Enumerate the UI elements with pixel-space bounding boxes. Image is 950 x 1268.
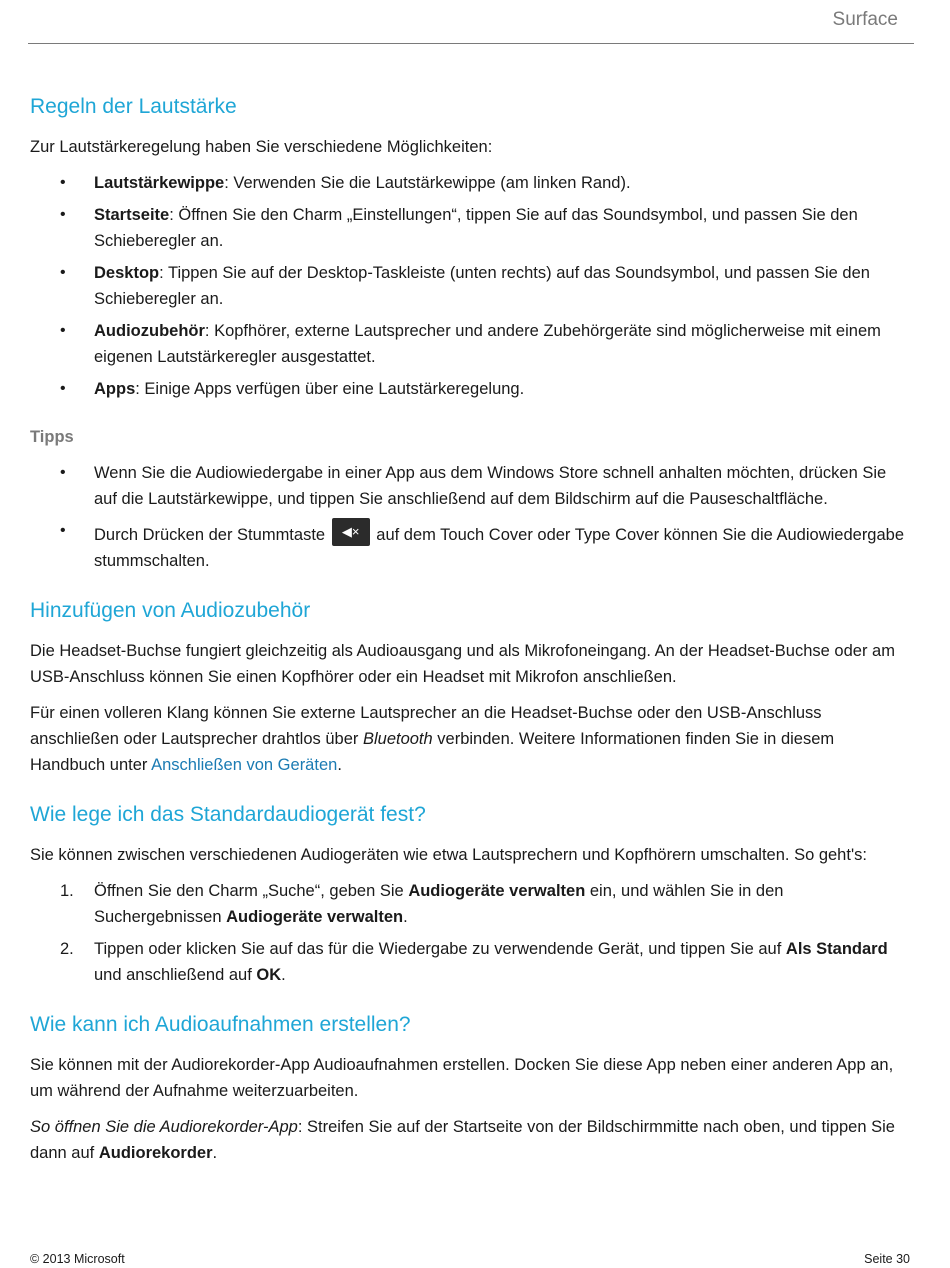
step-number: 2. bbox=[60, 940, 74, 958]
footer-copyright: © 2013 Microsoft bbox=[30, 1252, 125, 1266]
recording-paragraph-1: Sie können mit der Audiorekorder-App Audioaufnahmen erstellen. Docken Sie diese App neben einer anderen App an, um während der Aufnahme weiterzuarbeiten. bbox=[30, 1056, 894, 1100]
step-text: . bbox=[403, 908, 408, 926]
item-term: Desktop bbox=[94, 264, 160, 282]
list-item bbox=[30, 376, 910, 402]
step-text: ein, und wählen Sie in den Suchergebnissen bbox=[94, 882, 784, 926]
recorder-app-term: Audiorekorder bbox=[98, 1144, 213, 1162]
list-item bbox=[30, 518, 910, 574]
bullet-icon: • bbox=[60, 206, 66, 223]
bullet-icon: • bbox=[60, 464, 66, 481]
recording-howto-label: So öffnen Sie die Audiorekorder-App bbox=[30, 1118, 298, 1136]
accessories-paragraph-2 bbox=[30, 700, 910, 778]
section-title-default-device: Wie lege ich das Standardaudiogerät fest? bbox=[30, 803, 426, 826]
tips-label: Tipps bbox=[30, 428, 74, 446]
item-term: Lautstärkewippe bbox=[94, 174, 225, 192]
item-text: : Öffnen Sie den Charm „Einstellungen“, tippen Sie auf das Soundsymbol, und passen Sie den Schieberegler an. bbox=[94, 206, 858, 250]
item-term: Apps bbox=[94, 380, 136, 398]
default-device-steps bbox=[30, 878, 910, 988]
list-item bbox=[30, 260, 910, 312]
list-item bbox=[30, 318, 910, 370]
step-term: Audiogeräte verwalten bbox=[408, 882, 586, 900]
step-term: Als Standard bbox=[785, 940, 888, 958]
bullet-icon: • bbox=[60, 174, 66, 191]
list-item bbox=[30, 460, 910, 512]
p2-text-end: . bbox=[337, 756, 342, 774]
bullet-icon: • bbox=[60, 322, 66, 339]
recording-paragraph-2 bbox=[30, 1114, 910, 1166]
list-item bbox=[30, 878, 910, 930]
section-title-recording: Wie kann ich Audioaufnahmen erstellen? bbox=[30, 1013, 411, 1036]
tips-list bbox=[30, 460, 910, 574]
list-item bbox=[30, 202, 910, 254]
accessories-paragraph-1: Die Headset-Buchse fungiert gleichzeitig als Audioausgang und als Mikrofoneingang. An der Headset-Buchse oder am USB-Anschluss können Sie einen Kopfhörer oder ein Headset mit Mikrofon anschließen. bbox=[30, 642, 895, 686]
step-text: . bbox=[281, 966, 286, 984]
tip-text-after: auf dem Touch Cover oder Type Cover können Sie die Audiowiedergabe stummschalten. bbox=[94, 526, 905, 570]
bullet-icon: • bbox=[60, 522, 66, 539]
list-item bbox=[30, 936, 910, 988]
tip-text-before: Durch Drücken der Stummtaste bbox=[94, 526, 326, 544]
item-text: : Kopfhörer, externe Lautsprecher und andere Zubehörgeräte sind möglicherweise mit einem eigenen Lautstärkeregler ausgestattet. bbox=[94, 322, 881, 366]
header-rule bbox=[28, 43, 914, 44]
bullet-icon: • bbox=[60, 264, 66, 281]
volume-intro: Zur Lautstärkeregelung haben Sie verschiedene Möglichkeiten: bbox=[30, 138, 493, 156]
section-title-accessories: Hinzufügen von Audiozubehör bbox=[30, 599, 311, 622]
item-term: Audiozubehör bbox=[94, 322, 205, 340]
recording-text: : Streifen Sie auf der Startseite von der Bildschirmmitte nach oben, und tippen Sie dann auf bbox=[30, 1118, 895, 1162]
item-text: : Einige Apps verfügen über eine Lautstärkeregelung. bbox=[135, 380, 525, 398]
p2-text-a: Für einen volleren Klang können Sie externe Lautsprecher an die Headset-Buchse oder den USB-Anschluss anschließen oder Lautsprecher drahtlos über bbox=[30, 704, 822, 748]
step-text: und anschließend auf bbox=[94, 966, 252, 984]
item-term: Startseite bbox=[94, 206, 170, 224]
recording-text-end: . bbox=[212, 1144, 218, 1162]
mute-key-icon: ◀× bbox=[332, 518, 370, 546]
item-text: : Verwenden Sie die Lautstärkewippe (am linken Rand). bbox=[224, 174, 631, 192]
step-number: 1. bbox=[60, 882, 74, 900]
step-text: Tippen oder klicken Sie auf das für die Wiedergabe zu verwendende Gerät, und tippen Sie auf bbox=[94, 940, 782, 958]
section-title-volume: Regeln der Lautstärke bbox=[30, 95, 237, 118]
step-term: OK bbox=[256, 966, 282, 984]
bullet-icon: • bbox=[60, 380, 66, 397]
connect-devices-link[interactable]: Anschließen von Geräten bbox=[151, 756, 338, 774]
volume-options-list bbox=[30, 170, 910, 402]
list-item bbox=[30, 170, 910, 196]
item-text: : Tippen Sie auf der Desktop-Taskleiste (unten rechts) auf das Soundsymbol, und passen Sie den Schieberegler an. bbox=[94, 264, 870, 308]
default-device-intro: Sie können zwischen verschiedenen Audiogeräten wie etwa Lautsprechern und Kopfhörern umschalten. So geht's: bbox=[30, 846, 867, 864]
header-brand: Surface bbox=[832, 9, 898, 30]
bluetooth-term: Bluetooth bbox=[362, 730, 433, 748]
p2-text-b: verbinden. Weitere Informationen finden Sie in diesem Handbuch unter bbox=[30, 730, 835, 774]
step-text: Öffnen Sie den Charm „Suche“, geben Sie bbox=[94, 882, 404, 900]
footer-page-number: Seite 30 bbox=[864, 1252, 910, 1266]
step-term: Audiogeräte verwalten bbox=[226, 908, 404, 926]
page-content bbox=[30, 92, 910, 1166]
tip-text: Wenn Sie die Audiowiedergabe in einer App aus dem Windows Store schnell anhalten möchten, drücken Sie auf die Lautstärkewippe, und tippen Sie anschließend auf dem Bildschirm auf die Pauseschaltfläche. bbox=[94, 464, 887, 508]
